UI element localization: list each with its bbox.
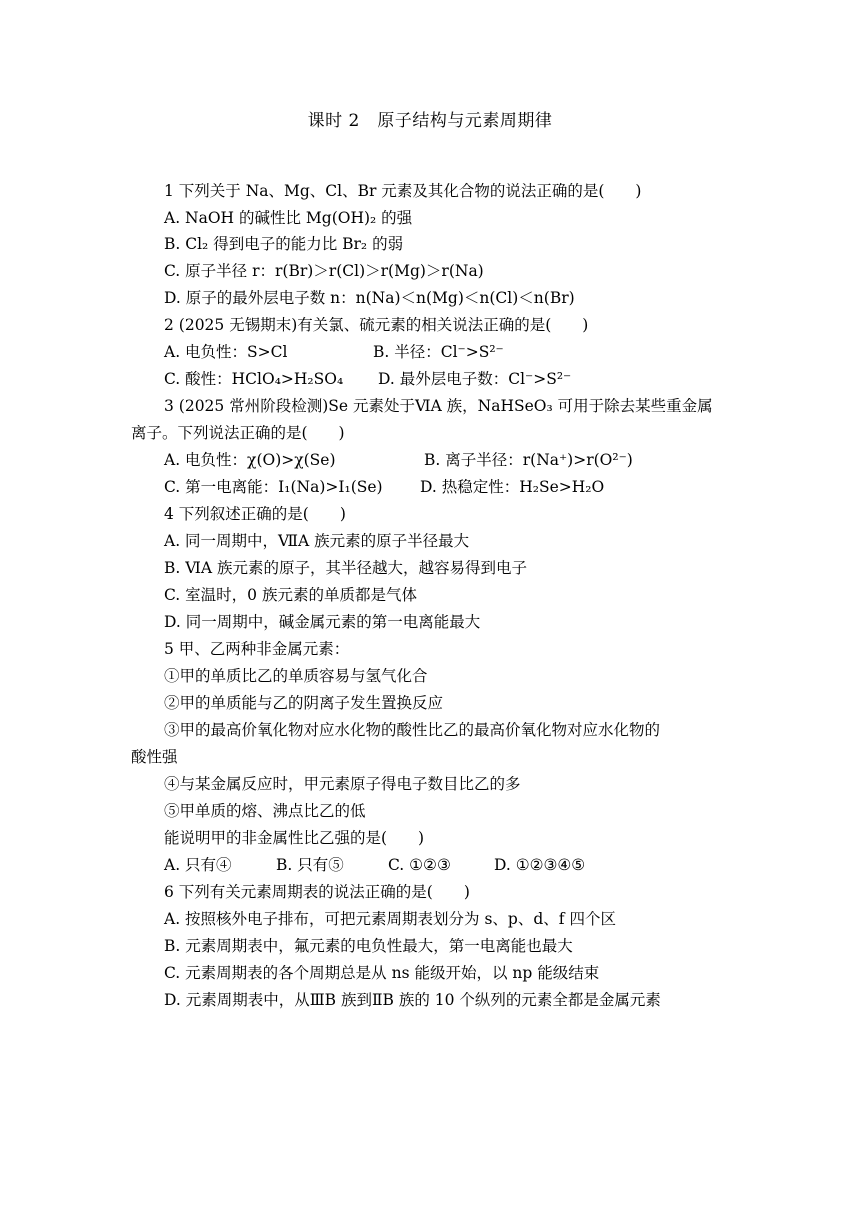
q1-option-a: A. NaOH 的碱性比 Mg(OH)₂ 的强 bbox=[164, 209, 413, 227]
q3-option-d: D. 热稳定性：H₂Se>H₂O bbox=[420, 478, 605, 496]
q3-stem-cont: 离子。下列说法正确的是( ) bbox=[131, 424, 345, 442]
q4-option-d: D. 同一周期中，碱金属元素的第一电离能最大 bbox=[164, 613, 481, 631]
q6-option-c: C. 元素周期表的各个周期总是从 ns 能级开始，以 np 能级结束 bbox=[164, 964, 600, 982]
q5-stem: 5 甲、乙两种非金属元素： bbox=[164, 640, 350, 658]
q5-option-c: C. ①②③ bbox=[388, 856, 451, 874]
q2-option-c: C. 酸性：HClO₄>H₂SO₄ bbox=[164, 370, 344, 388]
q3-stem: 3 (2025 常州阶段检测)Se 元素处于ⅥA 族，NaHSeO₃ 可用于除去某些重金属 bbox=[164, 397, 713, 415]
q5-statement-3: ③甲的最高价氧化物对应水化物的酸性比乙的最高价氧化物对应水化物的 bbox=[164, 721, 661, 739]
q4-stem: 4 下列叙述正确的是( ) bbox=[164, 505, 346, 523]
q5-question: 能说明甲的非金属性比乙强的是( ) bbox=[164, 829, 425, 847]
q1-option-c: C. 原子半径 r：r(Br)＞r(Cl)＞r(Mg)＞r(Na) bbox=[164, 262, 484, 280]
q4-option-a: A. 同一周期中，ⅦA 族元素的原子半径最大 bbox=[164, 532, 470, 550]
q2-option-d: D. 最外层电子数：Cl⁻>S²⁻ bbox=[378, 370, 572, 388]
q2-option-b: B. 半径：Cl⁻>S²⁻ bbox=[373, 343, 504, 361]
q6-option-d: D. 元素周期表中，从ⅢB 族到ⅡB 族的 10 个纵列的元素全都是金属元素 bbox=[164, 991, 661, 1009]
q3-option-b: B. 离子半径：r(Na⁺)>r(O²⁻) bbox=[424, 451, 633, 469]
q2-stem: 2 (2025 无锡期末)有关氯、硫元素的相关说法正确的是( ) bbox=[164, 316, 589, 334]
q3-option-c: C. 第一电离能：I₁(Na)>I₁(Se) bbox=[164, 478, 383, 496]
q5-option-a: A. 只有④ bbox=[164, 856, 232, 874]
q4-option-c: C. 室温时，0 族元素的单质都是气体 bbox=[164, 586, 417, 604]
q2-option-a: A. 电负性：S>Cl bbox=[164, 343, 288, 361]
q1-option-b: B. Cl₂ 得到电子的能力比 Br₂ 的弱 bbox=[164, 235, 404, 253]
q5-statement-3-cont: 酸性强 bbox=[131, 748, 178, 766]
q5-statement-1: ①甲的单质比乙的单质容易与氢气化合 bbox=[164, 667, 428, 685]
q6-stem: 6 下列有关元素周期表的说法正确的是( ) bbox=[164, 883, 470, 901]
q6-option-b: B. 元素周期表中，氟元素的电负性最大，第一电离能也最大 bbox=[164, 937, 573, 955]
q5-option-d: D. ①②③④⑤ bbox=[494, 856, 586, 874]
q5-option-b: B. 只有⑤ bbox=[276, 856, 344, 874]
page-title: 课时 2 原子结构与元素周期律 bbox=[307, 111, 553, 131]
q6-option-a: A. 按照核外电子排布，可把元素周期表划分为 s、p、d、f 四个区 bbox=[164, 910, 616, 928]
q5-statement-2: ②甲的单质能与乙的阴离子发生置换反应 bbox=[164, 694, 444, 712]
q4-option-b: B. ⅥA 族元素的原子，其半径越大，越容易得到电子 bbox=[164, 559, 527, 577]
q5-statement-4: ④与某金属反应时，甲元素原子得电子数目比乙的多 bbox=[164, 775, 521, 793]
q1-stem: 1 下列关于 Na、Mg、Cl、Br 元素及其化合物的说法正确的是( ) bbox=[164, 182, 642, 200]
q3-option-a: A. 电负性：χ(O)>χ(Se) bbox=[164, 451, 336, 469]
q1-option-d: D. 原子的最外层电子数 n：n(Na)＜n(Mg)＜n(Cl)＜n(Br) bbox=[164, 289, 575, 307]
q5-statement-5: ⑤甲单质的熔、沸点比乙的低 bbox=[164, 802, 366, 820]
